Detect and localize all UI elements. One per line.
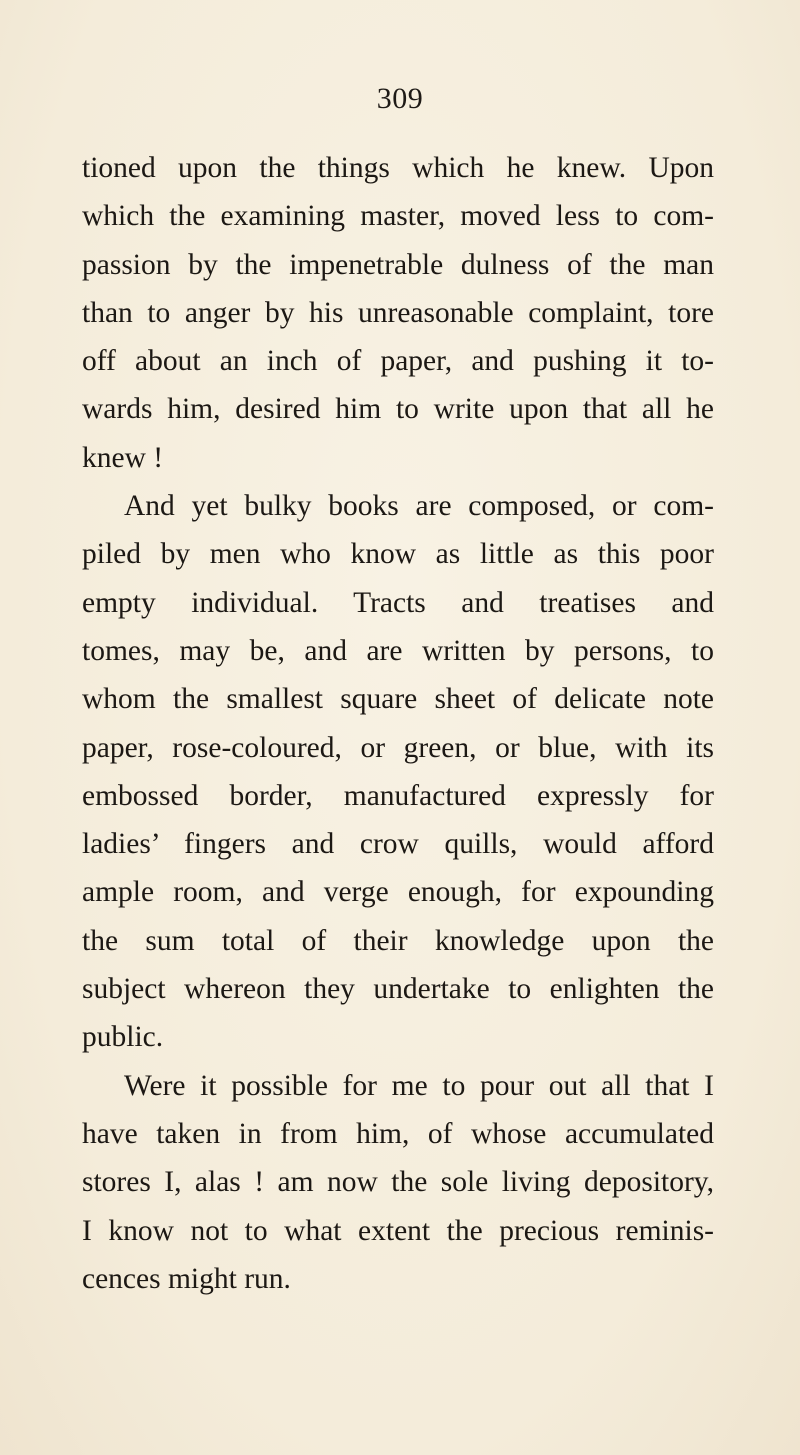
text-line: wards him, desired him to write upon that all he [82,393,714,426]
text-line: embossed border, manufactured expressly for [82,779,714,812]
text-line: Were it possible for me to pour out all that I [124,1069,714,1102]
text-line: paper, rose-coloured, or green, or blue, with its [82,731,714,764]
body-text [82,144,714,1303]
text-line: cences might run. [82,1262,291,1295]
text-line: passion by the impenetrable dulness of the man [82,248,714,281]
text-line: than to anger by his unreasonable complaint, tore [82,296,714,329]
page-number: 309 [376,82,424,115]
text-line: knew ! [82,441,164,474]
text-line: stores I, alas ! am now the sole living depository, [82,1166,714,1199]
text-line: tioned upon the things which he knew. Upon [82,152,714,184]
text-line: tomes, may be, and are written by persons, to [82,634,714,667]
text-line: whom the smallest square sheet of delicate note [82,683,714,716]
text-line: off about an inch of paper, and pushing it to- [82,345,714,378]
text-line: have taken in from him, of whose accumulated [82,1117,714,1150]
text-line: subject whereon they undertake to enlighten the [82,973,714,1006]
text-line: which the examining master, moved less to com- [82,200,714,233]
text-line: public. [82,1021,164,1054]
text-line: the sum total of their knowledge upon the [82,924,714,957]
text-line: ladies’ fingers and crow quills, would afford [82,828,714,861]
text-line: empty individual. Tracts and treatises and [82,586,714,619]
text-line: ample room, and verge enough, for expounding [82,876,714,909]
text-line: piled by men who know as little as this poor [82,538,714,571]
text-line: And yet bulky books are composed, or com- [124,490,714,523]
text-line: I know not to what extent the precious reminis- [82,1214,714,1247]
